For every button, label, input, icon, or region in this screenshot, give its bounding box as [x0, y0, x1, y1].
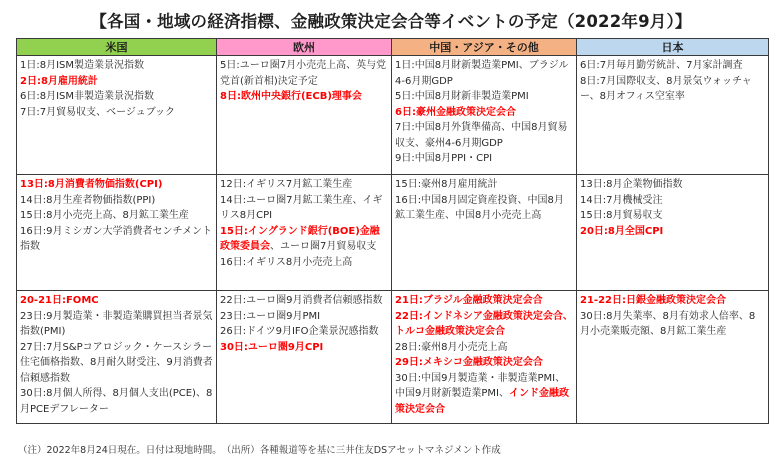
event-item: 22日:ユーロ圏9月消費者信頼感指数	[220, 295, 383, 306]
cell-europe-week1	[217, 56, 392, 175]
event-item: 15日:8月貿易収支	[580, 210, 663, 221]
header-row	[17, 39, 769, 56]
key-event: 13日:8月消費者物価指数(CPI)	[20, 179, 163, 190]
event-item: 13日:8月企業物価指数	[580, 179, 683, 190]
header-japan: 日本	[577, 39, 769, 56]
event-item: 1日:中国8月財新製造業PMI、ブラジル4-6月期GDP	[395, 60, 569, 87]
cell-europe-week2	[217, 175, 392, 291]
event-item: 14日:ユーロ圏7月鉱工業生産、イギリス8月CPI	[220, 194, 383, 221]
event-item: 5日:中国8月財新非製造業PMI	[395, 91, 529, 102]
header-china-asia-other: 中国・アジア・その他	[392, 39, 577, 56]
cell-japan-week1	[577, 56, 769, 175]
key-event: 21日:ブラジル金融政策決定会合	[395, 295, 543, 306]
key-event: 22日:インドネシア金融政策決定会合、トルコ金融政策決定会合	[395, 310, 573, 337]
event-schedule-table	[16, 38, 769, 424]
cell-europe-week3	[217, 291, 392, 424]
event-item: 9日:中国8月PPI・CPI	[395, 153, 493, 164]
cell-japan-week2	[577, 175, 769, 291]
event-item: 7日:7月貿易収支、ベージュブック	[20, 106, 175, 118]
event-item: 14日:7月機械受注	[580, 194, 663, 206]
table-row	[17, 175, 769, 291]
key-event: インド金融政策決定会合	[395, 388, 569, 415]
key-event: 20-21日:FOMC	[20, 295, 99, 306]
key-event: 21-22日:日銀金融政策決定会合	[580, 295, 726, 306]
event-item: 15日:豪州8月雇用統計	[395, 179, 498, 190]
event-item: 5日:ユーロ圏7月小売売上高、英与党党首(新首相)決定予定	[220, 60, 387, 87]
event-item: 12日:イギリス7月鉱工業生産	[220, 179, 353, 190]
event-item: 14日:8月生産者物価指数(PPI)	[20, 194, 156, 206]
event-item: 8日:7月国際収支、8月景気ウォッチャー、8月オフィス空室率	[580, 75, 752, 102]
cell-japan-week3	[577, 291, 769, 424]
key-event: 8日:欧州中央銀行(ECB)理事会	[220, 91, 362, 102]
key-event: 2日:8月雇用統計	[20, 75, 98, 87]
event-item: 23日:9月製造業・非製造業購買担当者景気指数(PMI)	[20, 310, 213, 337]
table-row	[17, 291, 769, 424]
key-event: 6日:豪州金融政策決定会合	[395, 106, 516, 118]
event-item: 28日:豪州8月小売売上高	[395, 341, 508, 353]
cell-asia-week2	[392, 175, 577, 291]
event-item: 23日:ユーロ圏9月PMI	[220, 310, 321, 322]
key-event: 20日:8月全国CPI	[580, 225, 664, 237]
event-item: 16日:9月ミシガン大学消費者センチメント指数	[20, 225, 213, 252]
page-title: 【各国・地域の経済指標、金融政策決定会合等イベントの予定（2022年9月）】	[90, 12, 692, 31]
header-us: 米国	[17, 39, 217, 56]
table-row	[17, 56, 769, 175]
cell-asia-week1	[392, 56, 577, 175]
event-item: 7日:中国8月外貨準備高、中国8月貿易収支、豪州4-6月期GDP	[395, 122, 568, 149]
header-europe: 欧州	[217, 39, 392, 56]
event-item: 26日:ドイツ9月IFO企業景況感指数	[220, 326, 379, 337]
footnote: （注）2022年8月24日現在。日付は現地時間。 （出所）各種報道等を基に三井住友DSアセットマネジメント作成	[18, 445, 501, 456]
event-item: 6日:7月毎月勤労統計、7月家計調査	[580, 60, 743, 71]
event-item: 16日:中国8月固定資産投資、中国8月鉱工業生産、中国8月小売売上高	[395, 194, 564, 221]
event-item: 15日:8月小売売上高、8月鉱工業生産	[20, 210, 189, 221]
cell-us-week1	[17, 56, 217, 175]
cell-us-week3	[17, 291, 217, 424]
cell-us-week2	[17, 175, 217, 291]
key-event: 29日:メキシコ金融政策決定会合	[395, 357, 543, 368]
event-item: 16日:イギリス8月小売売上高	[220, 256, 353, 268]
key-event: 15日:イングランド銀行(BOE)金融政策委員会	[220, 225, 380, 252]
event-item: 1日:8月ISM製造業景況指数	[20, 60, 145, 71]
event-item: 30日:8月失業率、8月有効求人倍率、8月小売業販売額、8月鉱工業生産	[580, 310, 756, 337]
event-item: 30日:8月個人所得、8月個人支出(PCE)、8月PCEデフレーター	[20, 388, 213, 415]
event-item: 、ユーロ圏7月貿易収支	[270, 241, 377, 252]
cell-asia-week3	[392, 291, 577, 424]
key-event: 30日:ユーロ圏9月CPI	[220, 341, 324, 353]
event-item: 27日:7月S&Pコアロジック・ケースシラー住宅価格指数、8月耐久財受注、9月消費者信頼感指数	[20, 341, 213, 384]
event-item: 30日:中国9月製造業・非製造業PMI、中国9月財新製造業PMI、	[395, 372, 566, 399]
event-item: 6日:8月ISM非製造業景況指数	[20, 91, 155, 102]
